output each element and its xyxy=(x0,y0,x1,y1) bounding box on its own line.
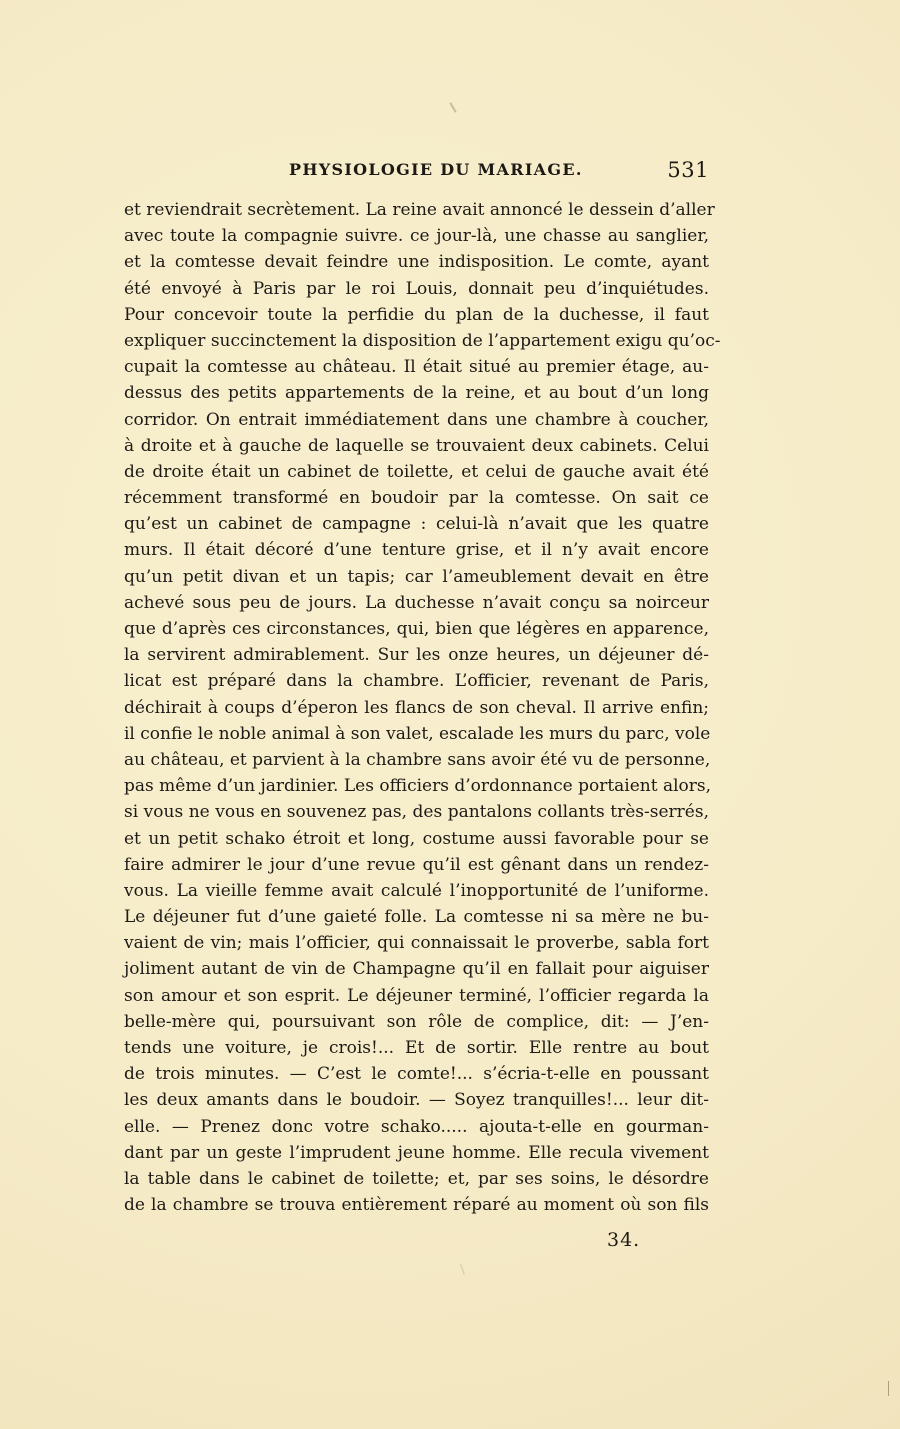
text-line: déchirait à coups d’éperon les flancs de son cheval. Il arrive enfin; xyxy=(124,697,709,718)
running-title: PHYSIOLOGIE DU MARIAGE. xyxy=(289,160,583,179)
text-line: et reviendrait secrètement. La reine avait annoncé le dessein d’aller xyxy=(124,200,715,220)
text-line: les deux amants dans le boudoir. — Soyez tranquilles!... leur dit- xyxy=(124,1090,709,1111)
page-edge-mark xyxy=(888,1381,889,1396)
paper-mark xyxy=(449,102,456,113)
text-line: elle. — Prenez donc votre schako..... ajouta-t-elle en gourman- xyxy=(124,1116,709,1137)
text-line: dant par un geste l’imprudent jeune homme. Elle recula vivement xyxy=(124,1142,709,1163)
text-line: si vous ne vous en souvenez pas, des pantalons collants très-serrés, xyxy=(124,802,709,823)
text-line: été envoyé à Paris par le roi Louis, donnait peu d’inquiétudes. xyxy=(124,278,709,299)
text-line: Le déjeuner fut d’une gaieté folle. La comtesse ni sa mère ne bu- xyxy=(124,907,709,928)
text-line: expliquer succinctement la disposition de l’appartement exigu qu’oc- xyxy=(124,330,721,351)
text-line: murs. Il était décoré d’une tenture grise, et il n’y avait encore xyxy=(124,540,709,561)
text-line: la table dans le cabinet de toilette; et, par ses soins, le désordre xyxy=(124,1168,709,1189)
text-line: vous. La vieille femme avait calculé l’inopportunité de l’uniforme. xyxy=(124,880,709,901)
text-line: et la comtesse devait feindre une indisposition. Le comte, ayant xyxy=(124,252,709,273)
text-line: pas même d’un jardinier. Les officiers d’ordonnance portaient alors, xyxy=(124,776,712,797)
paper-mark xyxy=(460,1264,465,1275)
text-line: de droite était un cabinet de toilette, et celui de gauche avait été xyxy=(124,461,709,482)
text-line: que d’après ces circonstances, qui, bien que légères en apparence, xyxy=(124,619,709,639)
text-line: à droite et à gauche de laquelle se trouvaient deux cabinets. Celui xyxy=(124,435,709,456)
page-number: 531 xyxy=(667,158,709,182)
text-line: joliment autant de vin de Champagne qu’il en fallait pour aiguiser xyxy=(124,959,709,980)
text-line: faire admirer le jour d’une revue qu’il est gênant dans un rendez- xyxy=(124,854,709,875)
text-line: vaient de vin; mais l’officier, qui connaissait le proverbe, sabla fort xyxy=(124,933,709,954)
text-line: belle-mère qui, poursuivant son rôle de complice, dit: — J’en- xyxy=(124,1011,709,1032)
text-line: au château, et parvient à la chambre sans avoir été vu de personne, xyxy=(124,749,711,770)
body-text xyxy=(124,197,721,1218)
text-line: et un petit schako étroit et long, costume aussi favorable pour se xyxy=(124,828,709,849)
text-line: qu’un petit divan et un tapis; car l’ameublement devait en être xyxy=(124,566,709,587)
text-line: Pour concevoir toute la perfidie du plan de la duchesse, il faut xyxy=(124,304,709,325)
text-line: qu’est un cabinet de campagne : celui-là n’avait que les quatre xyxy=(124,514,709,535)
text-line: cupait la comtesse au château. Il était situé au premier étage, au- xyxy=(124,357,709,378)
text-line: son amour et son esprit. Le déjeuner terminé, l’officier regarda la xyxy=(124,985,709,1006)
text-line: la servirent admirablement. Sur les onze heures, un déjeuner dé- xyxy=(124,645,709,666)
text-line: tends une voiture, je crois!... Et de sortir. Elle rentre au bout xyxy=(124,1038,709,1058)
text-line: avec toute la compagnie suivre. ce jour-là, une chasse au sanglier, xyxy=(124,226,709,247)
running-head xyxy=(124,160,709,190)
text-line: il confie le noble animal à son valet, escalade les murs du parc, vole xyxy=(124,723,711,744)
signature-mark: 34. xyxy=(607,1229,641,1251)
text-line: licat est préparé dans la chambre. L’officier, revenant de Paris, xyxy=(124,671,709,692)
text-line: de trois minutes. — C’est le comte!... s’écria-t-elle en poussant xyxy=(124,1064,709,1085)
text-line: corridor. On entrait immédiatement dans une chambre à coucher, xyxy=(124,409,709,430)
text-line: récemment transformé en boudoir par la comtesse. On sait ce xyxy=(124,488,709,509)
text-line: de la chambre se trouva entièrement réparé au moment où son fils xyxy=(124,1195,709,1216)
text-line: achevé sous peu de jours. La duchesse n’avait conçu sa noirceur xyxy=(124,592,709,613)
text-line: dessus des petits appartements de la reine, et au bout d’un long xyxy=(124,383,709,404)
